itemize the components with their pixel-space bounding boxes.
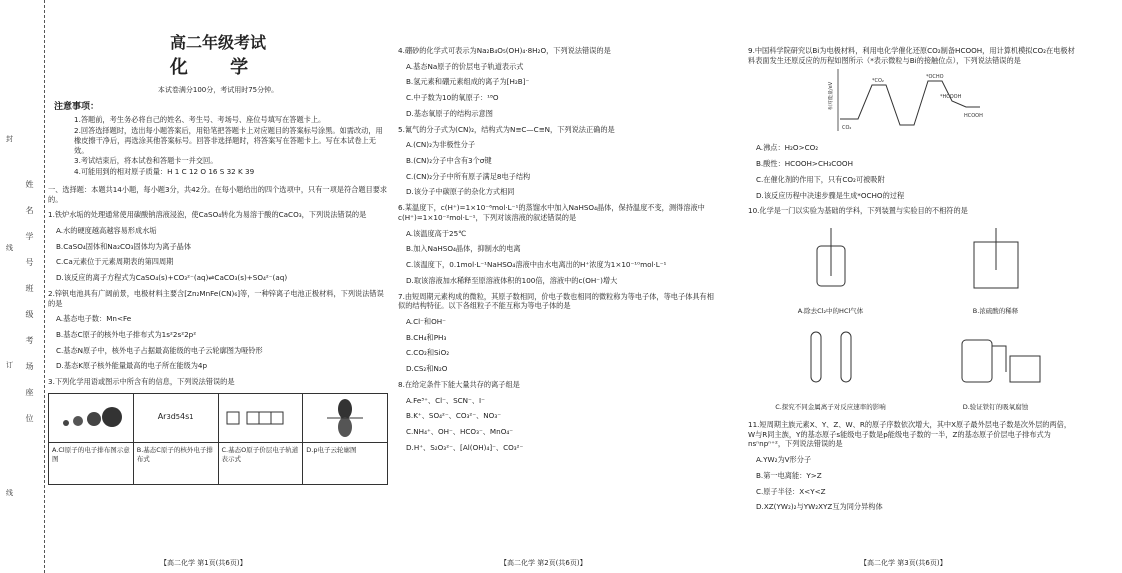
margin-label: 名 <box>25 206 34 214</box>
margin-label: 姓 <box>25 180 34 188</box>
option: C.原子半径：X<Y<Z <box>756 486 826 496</box>
option: B.基态C原子的核外电子排布式为1s²2s²2p² <box>56 329 197 339</box>
apparatus-b <box>913 222 1078 318</box>
margin-label: 座 <box>25 388 34 396</box>
binding-margin <box>0 0 45 573</box>
option: B.氢元素和硼元素组成的离子为[H₂B]⁻ <box>406 77 530 87</box>
chart-label: CO₂ <box>842 125 852 132</box>
apparatus-caption: A.除去Cl₂中的HCl气体 <box>797 307 864 316</box>
option: A.基态电子数：Mn<Fe <box>56 314 132 324</box>
q3-caption: B.基态C原子的核外电子排布式 <box>136 445 213 463</box>
margin-label: 考 <box>25 336 34 344</box>
margin-mark: 线 <box>6 244 13 252</box>
exam-title: 高二年级考试 <box>169 33 266 52</box>
configuration-text: Ar 3 d 5 4s 1 <box>134 394 218 443</box>
question-3: 3.下列化学用语或图示中所含有的信息，下列说法错误的是 <box>48 377 235 387</box>
option: B.第一电离能：Y>Z <box>756 470 822 480</box>
margin-mark: 线 <box>6 489 13 497</box>
option: D.该反应的离子方程式为CaSO₄(s)+CO₃²⁻(aq)⇌CaCO₃(s)+SO₄²⁻(aq) <box>56 273 288 283</box>
orbital-boxes-icon <box>219 394 303 443</box>
option: C.CO₂和SiO₂ <box>406 348 450 358</box>
page-footer: 【高二化学 第1页(共6页)】 <box>160 559 247 567</box>
q3-figure-table <box>48 393 388 485</box>
option: B.CH₄和PH₃ <box>406 332 447 342</box>
gas-bottle-icon <box>771 226 891 296</box>
q3-cell-a <box>49 394 134 484</box>
q3-cell-b <box>134 394 219 484</box>
option: A.该温度高于25℃ <box>406 228 467 238</box>
margin-label: 位 <box>25 414 34 422</box>
apparatus-a <box>748 222 913 318</box>
chart-label: *CO₂ <box>872 78 884 85</box>
option: C.NH₄⁺、OH⁻、HCO₃⁻、MnO₄⁻ <box>406 426 514 436</box>
notes-heading: 注意事项： <box>54 102 100 113</box>
option: D.基态氧原子的结构示意图 <box>406 108 493 118</box>
section-heading: 一、选择题：本题共14小题，每小题3分，共42分。在每小题给出的四个选项中，只有一项是符合题目要求的。 <box>48 184 388 204</box>
apparatus-caption: B.浓硫酸的稀释 <box>972 307 1019 316</box>
beaker-icon <box>936 226 1056 296</box>
option: D.该分子中碳原子的杂化方式相同 <box>406 187 515 197</box>
margin-label: 级 <box>25 310 34 318</box>
apparatus-d <box>913 318 1078 414</box>
page-footer: 【高二化学 第3页(共6页)】 <box>860 559 947 567</box>
question-7: 7.由短周期元素构成的微粒，其原子数相同，价电子数也相同的微粒称为等电子体，等电子体具有相似的结构特征。以下各组粒子不能互称为等电子体的是 <box>398 291 714 311</box>
option: D.CS₂和N₂O <box>406 364 448 374</box>
option: C.(CN)₂分子中所有原子满足8电子结构 <box>406 171 531 181</box>
option: A.基态Na原子的价层电子轨道表示式 <box>406 61 524 71</box>
option: D.取该溶液加水稀释至原溶液体积的100倍，溶液中的c(OH⁻)增大 <box>406 275 618 285</box>
page-footer: 【高二化学 第2页(共6页)】 <box>500 559 587 567</box>
question-8: 8.在给定条件下能大量共存的离子组是 <box>398 379 520 389</box>
exam-info: 本试卷满分100分，考试用时75分钟。 <box>157 85 279 94</box>
apparatus-caption: C.探究不同金属离子对反应速率的影响 <box>775 403 886 412</box>
chart-label: HCOOH <box>964 113 983 120</box>
atom-spheres-icon <box>49 394 133 443</box>
margin-mark: 封 <box>6 135 13 143</box>
option: A.沸点：H₂O>CO₂ <box>756 143 819 153</box>
question-9: 9.中国科学院研究以Bi为电极材料，利用电化学催化还原CO₂制备HCOOH，用计算机模拟CO₂在电极材料表面发生还原反应的历程如图所示（*表示微粒与Bi的接触位点），下列说法错误的是 <box>748 46 1075 65</box>
option: A.Fe³⁺、Cl⁻、SCN⁻、I⁻ <box>406 395 485 405</box>
option: C.Ca元素位于元素周期表的第四周期 <box>56 257 174 267</box>
option: D.XZ(YW₂)₂与YW₂XYZ互为同分异构体 <box>756 502 883 512</box>
page-column-3 <box>748 40 1078 512</box>
option: B.酸性：HCOOH>CH₃COOH <box>756 159 853 169</box>
margin-label: 号 <box>25 258 34 266</box>
page-column-2 <box>398 40 718 452</box>
option: B.CaSO₄固体和Na₂CO₃固体均为离子晶体 <box>56 241 192 251</box>
note-item: 1.答题前，考生务必将自己的姓名、考生号、考场号、座位号填写在答题卡上。 <box>74 115 326 125</box>
question-4: 4.硼砂的化学式可表示为Na₂B₄O₅(OH)₄·8H₂O，下列说法错误的是 <box>398 46 611 55</box>
q3-cell-d <box>303 394 387 484</box>
question-6: 6.某温度下，c(H⁺)=1×10⁻⁶mol·L⁻¹的蒸馏水中加入NaHSO₄晶体，保持温度不变，测得溶液中c(H⁺)=1×10⁻²mol·L⁻¹，下列对该溶液的叙述错误的是 <box>398 203 705 222</box>
q10-apparatus-grid <box>748 222 1078 414</box>
margin-mark: 订 <box>6 361 13 369</box>
option: C.基态N原子中，核外电子占据最高能级的电子云轮廓图为哑铃形 <box>56 345 263 355</box>
p-orbital-icon <box>303 394 387 443</box>
option: B.加入NaHSO₄晶体，抑制水的电离 <box>406 244 521 254</box>
option: C.在催化剂的作用下，只有CO₂可被吸附 <box>756 174 885 184</box>
q3-caption: D.p电子云轮廓图 <box>306 445 357 454</box>
apparatus-caption: D.验证铁钉的吸氧腐蚀 <box>962 403 1029 412</box>
q3-cell-c <box>219 394 304 484</box>
margin-label: 场 <box>25 362 34 370</box>
note-item: 3.考试结束后，将本试卷和答题卡一并交回。 <box>74 156 218 166</box>
margin-label: 学 <box>25 232 34 240</box>
flask-icon <box>936 322 1056 392</box>
option: C.中子数为10的氧原子：¹⁸O <box>406 93 499 103</box>
chart-ylabel: 相对能量/eV <box>828 82 834 111</box>
note-item: 4.可能用到的相对原子质量：H 1 C 12 O 16 S 32 K 39 <box>74 167 255 177</box>
apparatus-c <box>748 318 913 414</box>
question-10: 10.化学是一门以实验为基础的学科，下列装置与实验目的不相符的是 <box>748 206 968 216</box>
question-5: 5.氰气的分子式为(CN)₂，结构式为N≡C—C≡N，下列说法正确的是 <box>398 124 615 134</box>
chart-label: *OCHO <box>926 74 944 81</box>
note-item: 2.回答选择题时，选出每小题答案后，用铅笔把答题卡上对应题目的答案标号涂黑。如需改动，用橡皮擦干净后，再选涂其他答案标号。回答非选择题时，将答案写在答题卡上。写在本试卷上无效。 <box>74 126 383 155</box>
q3-caption: C.基态O原子价层电子轨道表示式 <box>221 445 299 463</box>
option: A.(CN)₂为非极性分子 <box>406 140 476 150</box>
option: A.Cl⁻和OH⁻ <box>406 316 446 326</box>
test-tube-icon <box>771 322 891 392</box>
q3-caption: A.Cl原子的电子排布图示意图 <box>52 445 130 463</box>
page-column-1 <box>48 28 388 485</box>
subject-title: 化 学 <box>169 56 267 78</box>
question-11: 11.短周期主族元素X、Y、Z、W、R的原子序数依次增大，其中X原子最外层电子数是次外层的两倍，W与R同主族，Y的基态原子s能级电子数是p能级电子数的一半，Z的基态原子价层电子排布式为nsⁿnpⁿ⁺²，下列说法错误的是 <box>748 420 1072 449</box>
option: B.K⁺、SO₄²⁻、CO₃²⁻、NO₃⁻ <box>406 411 502 421</box>
question-1: 1.铁炉水垢的处理通常使用碳酸钠溶液浸泡，使CaSO₄转化为易溶于酸的CaCO₃，下列说法错误的是 <box>48 210 367 220</box>
option: D.该反应历程中决速步骤是生成*OCHO的过程 <box>756 190 905 200</box>
option: A.YW₂为V形分子 <box>756 455 812 465</box>
margin-label: 班 <box>25 284 34 292</box>
option: D.H⁺、S₂O₃²⁻、[Al(OH)₄]⁻、CO₃²⁻ <box>406 442 524 452</box>
chart-label: *HCOOH <box>940 94 962 101</box>
option: C.该温度下，0.1mol·L⁻¹NaHSO₄溶液中由水电离出的H⁺浓度为1×10⁻¹⁰mol·L⁻¹ <box>406 260 667 270</box>
option: A.水的硬度越高越容易形成水垢 <box>56 225 157 235</box>
option: B.(CN)₂分子中含有3个σ键 <box>406 156 492 166</box>
energy-profile-chart <box>828 67 988 137</box>
question-2: 2.锌钒电池具有广阔前景，电极材料主要含[Zn₂MnFe(CN)₆]等，一种锌离子电池正极材料，下列说法错误的是 <box>48 288 384 308</box>
option: D.基态K原子核外能量最高的电子所在能级为4p <box>56 361 208 371</box>
